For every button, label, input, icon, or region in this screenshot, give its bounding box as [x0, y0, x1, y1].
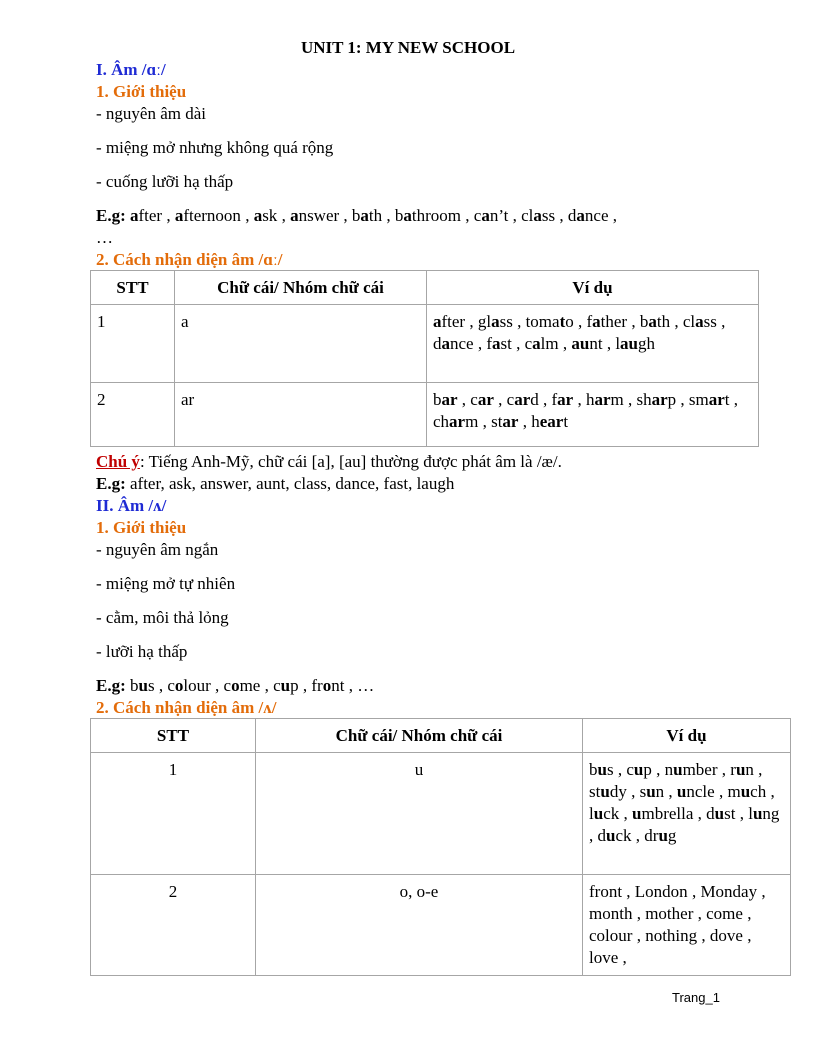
section-2-example-line	[96, 675, 374, 696]
section-2-intro-heading: 1. Giới thiệu	[96, 518, 187, 537]
page-title: UNIT 1: MY NEW SCHOOL	[300, 38, 516, 57]
table-header-row	[91, 271, 759, 305]
header-letters: Chữ cái/ Nhóm chữ cái	[175, 271, 427, 305]
table-row	[91, 383, 759, 447]
cell-letters: o, o-e	[256, 875, 583, 976]
eg-words: bus , colour , come , cup , front , …	[130, 676, 375, 695]
table-sound-a	[90, 270, 759, 447]
cell-letters: ar	[175, 383, 427, 447]
note-text: : Tiếng Anh-Mỹ, chữ cái [a], [au] thường được phát âm là /æ/.	[139, 452, 562, 471]
page-footer: Trang_1	[672, 990, 720, 1005]
section-2-intro-item: - lưỡi hạ thấp	[96, 642, 188, 661]
section-1-intro-heading: 1. Giới thiệu	[96, 82, 187, 101]
header-letters: Chữ cái/ Nhóm chữ cái	[256, 719, 583, 753]
header-stt: STT	[91, 271, 175, 305]
cell-examples: bus , cup , number , run , study , sun , uncle , much , luck , umbrella , dust , lung , duck , drug	[583, 753, 791, 875]
eg-label: E.g:	[96, 206, 126, 225]
cell-letters: u	[256, 753, 583, 875]
section-1-example-line	[96, 205, 617, 226]
cell-stt: 2	[91, 875, 256, 976]
section-2-recognition-heading: 2. Cách nhận diện âm /ʌ/	[96, 698, 277, 717]
section-2-heading: II. Âm /ʌ/	[96, 496, 167, 515]
table-row	[91, 875, 791, 976]
section-1-recognition-heading: 2. Cách nhận diện âm /ɑː/	[96, 250, 283, 269]
table-row	[91, 753, 791, 875]
header-examples: Ví dụ	[427, 271, 759, 305]
note-example-line	[96, 473, 454, 494]
table-row	[91, 305, 759, 383]
section-1-intro-item: - nguyên âm dài	[96, 104, 206, 123]
cell-examples: after , glass , tomato , father , bath , class , dance , fast , calm , aunt , laugh	[427, 305, 759, 383]
eg-words: after , afternoon , ask , answer , bath , bathroom , can’t , class , dance ,	[130, 206, 617, 225]
cell-letters: a	[175, 305, 427, 383]
section-1-heading: I. Âm /ɑː/	[96, 60, 166, 79]
note-line	[96, 451, 562, 472]
note-label: Chú ý	[96, 452, 140, 471]
cell-examples: bar , car , card , far , harm , sharp , smart , charm , star , heart	[427, 383, 759, 447]
header-examples: Ví dụ	[583, 719, 791, 753]
table-header-row	[91, 719, 791, 753]
eg-label: E.g:	[96, 676, 126, 695]
note-eg-label: E.g:	[96, 474, 126, 493]
section-1-intro-item: - miệng mở nhưng không quá rộng	[96, 138, 334, 157]
cell-stt: 1	[91, 305, 175, 383]
header-stt: STT	[91, 719, 256, 753]
eg-ellipsis: …	[96, 228, 113, 247]
cell-stt: 2	[91, 383, 175, 447]
note-eg-text: after, ask, answer, aunt, class, dance, fast, laugh	[125, 474, 455, 493]
cell-examples: front , London , Monday , month , mother , come , colour , nothing , dove , love ,	[583, 875, 791, 976]
section-1-intro-item: - cuống lưỡi hạ thấp	[96, 172, 234, 191]
cell-stt: 1	[91, 753, 256, 875]
table-sound-uh	[90, 718, 791, 976]
section-2-intro-item: - cằm, môi thả lỏng	[96, 608, 229, 627]
section-2-intro-item: - nguyên âm ngắn	[96, 540, 219, 559]
section-2-intro-item: - miệng mở tự nhiên	[96, 574, 236, 593]
